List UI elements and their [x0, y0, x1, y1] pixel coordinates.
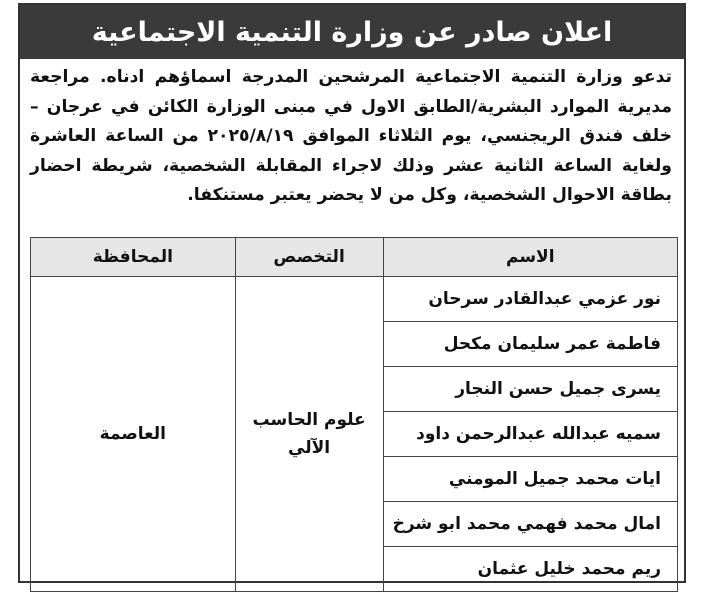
governorate-cell: العاصمة [31, 277, 236, 592]
candidate-name: ايات محمد جميل المومني [383, 457, 677, 502]
header-specialty: التخصص [235, 238, 383, 277]
announcement-box [18, 3, 686, 583]
candidate-name: يسرى جميل حسن النجار [383, 367, 677, 412]
candidate-name: سميه عبدالله عبدالرحمن داود [383, 412, 677, 457]
candidates-table [30, 237, 678, 592]
specialty-value: علوم الحاسب الآلي [252, 410, 366, 458]
header-governorate: المحافظة [31, 238, 236, 277]
candidate-name: فاطمة عمر سليمان مكحل [383, 322, 677, 367]
header-name: الاسم [383, 238, 677, 277]
table-row [31, 277, 678, 322]
candidate-name: نور عزمي عبدالقادر سرحان [383, 277, 677, 322]
table-header-row [31, 238, 678, 277]
specialty-cell [235, 277, 383, 592]
announcement-title: اعلان صادر عن وزارة التنمية الاجتماعية [20, 5, 684, 59]
candidate-name: امال محمد فهمي محمد ابو شرخ [383, 502, 677, 547]
announcement-body: تدعو وزارة التنمية الاجتماعية المرشحين المدرجة اسماؤهم ادناه. مراجعة مديرية الموارد البشرية/الطابق الاول في مبنى الوزارة الكائن في عرجان – خلف فندق الريجنسي، يوم الثلاثاء الموافق ٢٠٢٥/٨/١٩ من الساعة العاشرة ولغاية الساعة الثانية عشر وذلك لاجراء المقابلة الشخصية، شريطة احضار بطاقة الاحوال الشخصية، وكل من لا يحضر يعتبر مستنكفا. [30, 67, 672, 206]
candidate-name: ريم محمد خليل عثمان [383, 547, 677, 592]
